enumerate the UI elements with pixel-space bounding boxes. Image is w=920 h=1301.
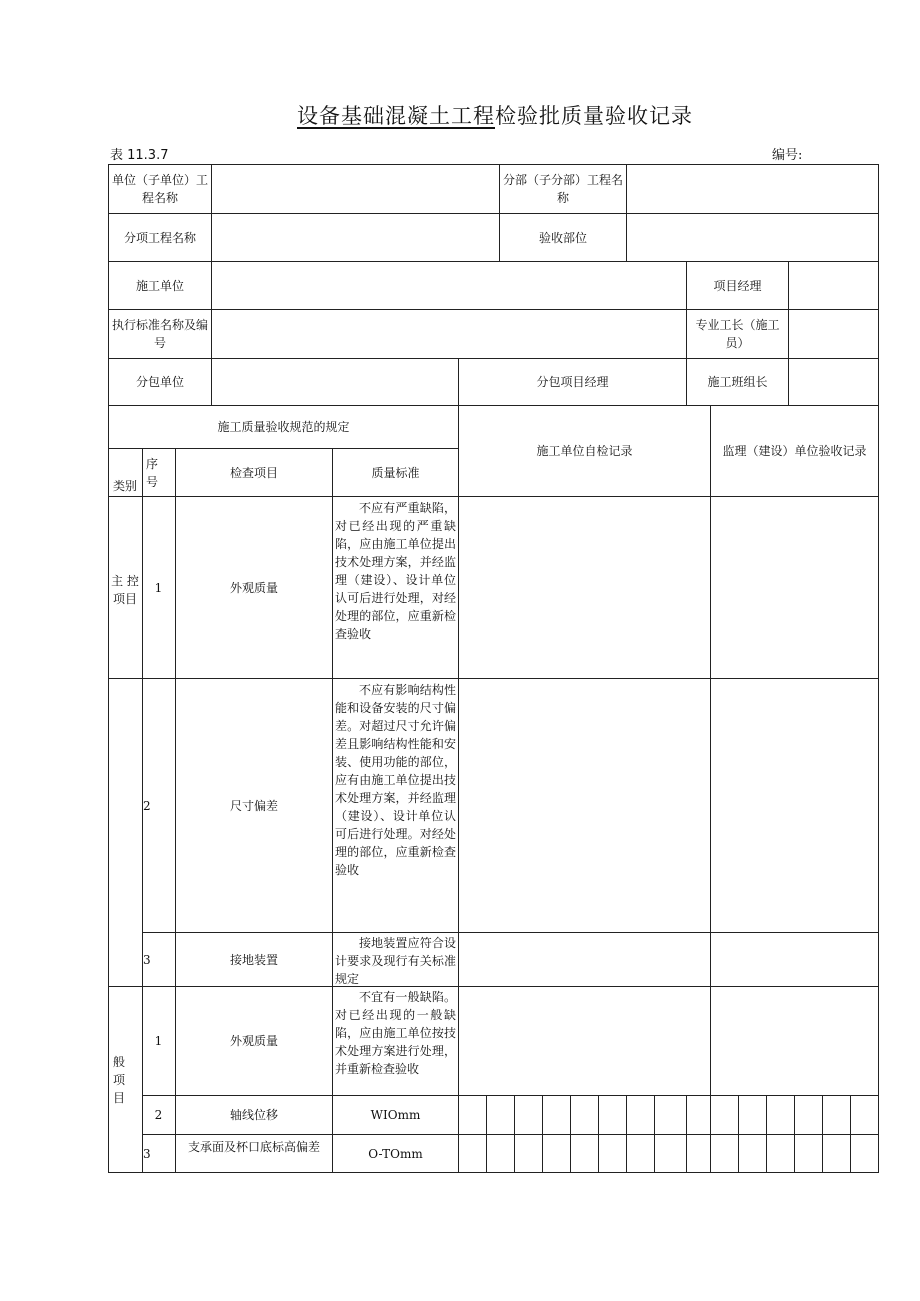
main-item-2-seq: 2 [143,798,151,813]
main-item-1-seq: 1 [154,580,163,595]
general-item-2-name: 轴线位移 [229,1108,278,1122]
label-team-leader: 施工班组长 [707,375,768,389]
main-item-1-name: 外观质量 [229,580,278,595]
label-subcontract-pm: 分包项目经理 [536,375,609,389]
label-sub-item-project-name: 分项工程名称 [123,230,196,245]
label-category: 类别 [112,479,137,493]
general-item-2-standard: WIOmm [370,1108,421,1122]
label-subcontract-unit: 分包单位 [135,375,184,389]
main-item-2-name: 尺寸偏差 [229,798,278,813]
label-construction-unit: 施工单位 [135,278,184,293]
general-item-3-name: 支承面及杯口底标高偏差 [187,1140,320,1154]
label-seq: 序号 [145,456,158,489]
category-general: 般项目 [112,1055,125,1105]
label-supervision-record: 监理（建设）单位验收记录 [722,444,867,458]
general-item-3-seq: 3 [143,1147,151,1161]
category-main-control: 主 控项目 [111,574,139,606]
general-item-3-standard: O-TOmm [368,1147,423,1161]
label-professional-foreman: 专业工长（施工员） [695,318,780,350]
page-title: 设备基础混凝土工程检验批质量验收记录 [297,104,693,128]
general-item-1-standard: 不宜有一般缺陷。对已经出现的一般缺陷，应由施工单位按技术处理方案进行处理，并重新检查验收 [335,990,456,1076]
label-check-item: 检查项目 [229,465,278,480]
main-item-3-name: 接地装置 [229,952,278,967]
general-item-1-seq: 1 [154,1034,163,1048]
label-unit-project-name: 单位（子单位）工程名称 [111,173,208,205]
label-acceptance-part: 验收部位 [538,230,587,245]
label-sub-part-project-name: 分部（子分部）工程名称 [502,173,623,205]
general-item-1-name: 外观质量 [229,1034,278,1048]
main-item-2-standard: 不应有影响结构性能和设备安装的尺寸偏差。对超过尺寸允许偏差且影响结构性能和安装、使用功能的部位，应有由施工单位提出技术处理方案，并经监理（建设）、设计单位认可后进行处理。对经处理的部位，应重新检查验收 [335,683,456,877]
label-standard-name-no: 执行标准名称及编号 [111,318,208,350]
label-project-manager: 项目经理 [713,278,762,293]
label-self-check-record: 施工单位自检记录 [536,444,633,458]
label-spec-provisions: 施工质量验收规范的规定 [217,420,350,434]
label-quality-standard: 质量标准 [371,465,420,480]
serial-number-label: 编号: [772,148,803,163]
main-item-3-standard: 接地装置应符合设计要求及现行有关标准规定 [335,936,456,986]
general-item-2-seq: 2 [154,1108,163,1122]
table-number: 表 11.3.7 [110,148,169,163]
main-item-3-seq: 3 [143,952,151,967]
main-item-1-standard: 不应有严重缺陷，对已经出现的严重缺陷，应由施工单位提出技术处理方案，并经监理（建设）、设计单位认可后进行处理，对经处理的部位，应重新检查验收 [335,501,456,641]
